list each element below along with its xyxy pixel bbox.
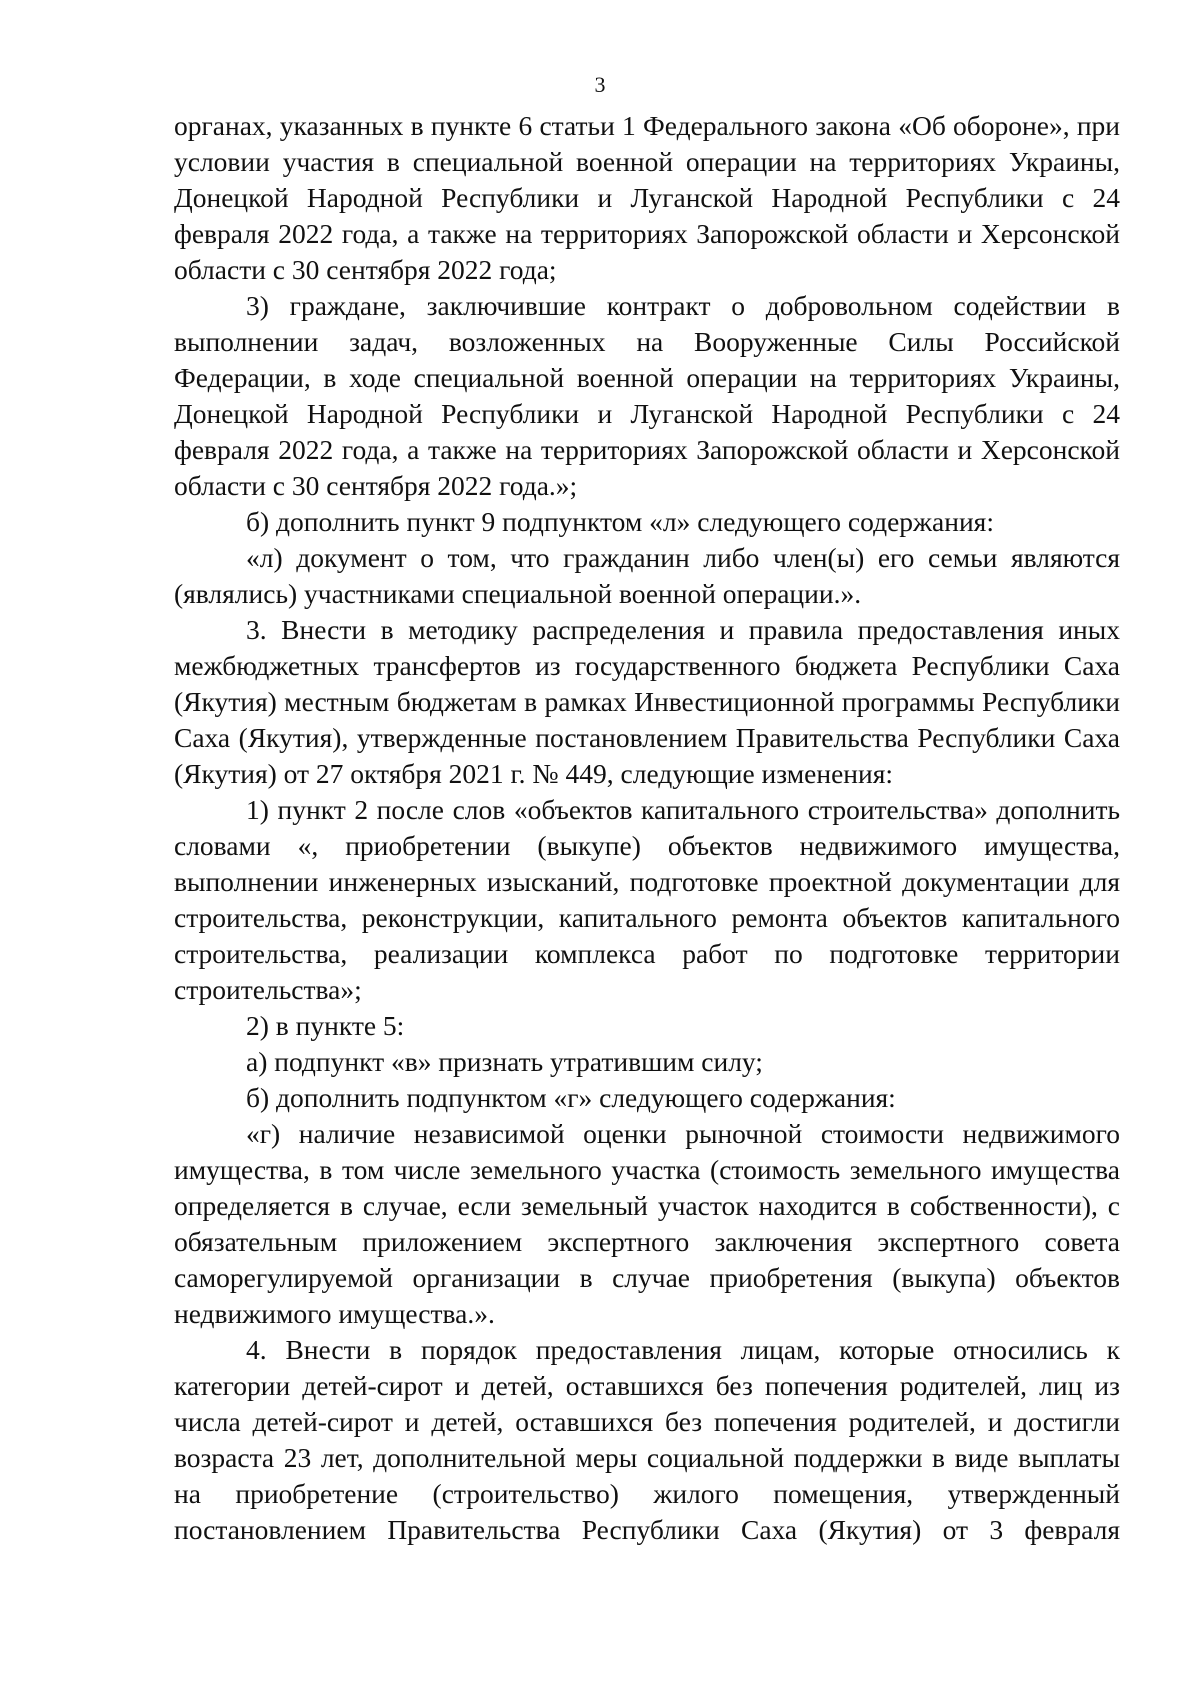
- document-body: [174, 108, 1120, 1548]
- paragraph-section-3: 3. Внести в методику распределения и правила предоставления иных межбюджетных трансфертов из государственного бюджета Республики Саха (Якутия) местным бюджетам в рамках Инвестиционной программы Республики Саха (Якутия), утвержденные постановлением Правительства Республики Саха (Якутия) от 27 октября 2021 г. № 449, следующие изменения:: [174, 614, 1120, 789]
- paragraph-item-3-volunteers: 3) граждане, заключившие контракт о добровольном содействии в выполнении задач, возложенных на Вооруженные Силы Российской Федерации, в ходе специальной военной операции на территориях Украины, Донецкой Народной Республики и Луганской Народной Республики с 24 февраля 2022 года, а также на территориях Запорожской области и Херсонской области с 30 сентября 2022 года.»;: [174, 290, 1120, 501]
- paragraph-section-4: 4. Внести в порядок предоставления лицам, которые относились к категории детей-сирот и детей, оставшихся без попечения родителей, лиц из числа детей-сирот и детей, оставшихся без попечения родителей, и достигли возраста 23 лет, дополнительной меры социальной поддержки в виде выплаты на приобретение (строительство) жилого помещения, утвержденный постановлением Правительства Республики Саха (Якутия) от 3 февраля: [174, 1334, 1120, 1545]
- page-number: 3: [594, 72, 606, 97]
- paragraph-subitem-l-text: «л) документ о том, что гражданин либо член(ы) его семьи являются (являлись) участниками специальной военной операции.».: [174, 542, 1120, 609]
- paragraph-section-3-item-1: 1) пункт 2 после слов «объектов капитального строительства» дополнить словами «, приобретении (выкупе) объектов недвижимого имущества, выполнении инженерных изысканий, подготовке проектной документации для строительства, реконструкции, капитального ремонта объектов капитального строительства, реализации комплекса работ по подготовке территории строительства»;: [174, 794, 1120, 1005]
- paragraph-subitem-a: а) подпункт «в» признать утратившим силу;: [246, 1046, 763, 1077]
- paragraph-subitem-b-add-g: б) дополнить подпунктом «г» следующего содержания:: [246, 1082, 896, 1113]
- paragraph-continuation: органах, указанных в пункте 6 статьи 1 Федерального закона «Об обороне», при условии участия в специальной военной операции на территориях Украины, Донецкой Народной Республики и Луганской Народной Республики с 24 февраля 2022 года, а также на территориях Запорожской области и Херсонской области с 30 сентября 2022 года;: [174, 110, 1120, 285]
- paragraph-section-3-item-2: 2) в пункте 5:: [246, 1010, 405, 1041]
- paragraph-subitem-g-text: «г) наличие независимой оценки рыночной стоимости недвижимого имущества, в том числе земельного участка (стоимость земельного имущества определяется в случае, если земельный участок находится в собственности), с обязательным приложением экспертного заключения экспертного совета саморегулируемой организации в случае приобретения (выкупа) объектов недвижимого имущества.».: [174, 1118, 1120, 1329]
- paragraph-subitem-b-add-l: б) дополнить пункт 9 подпунктом «л» следующего содержания:: [246, 506, 994, 537]
